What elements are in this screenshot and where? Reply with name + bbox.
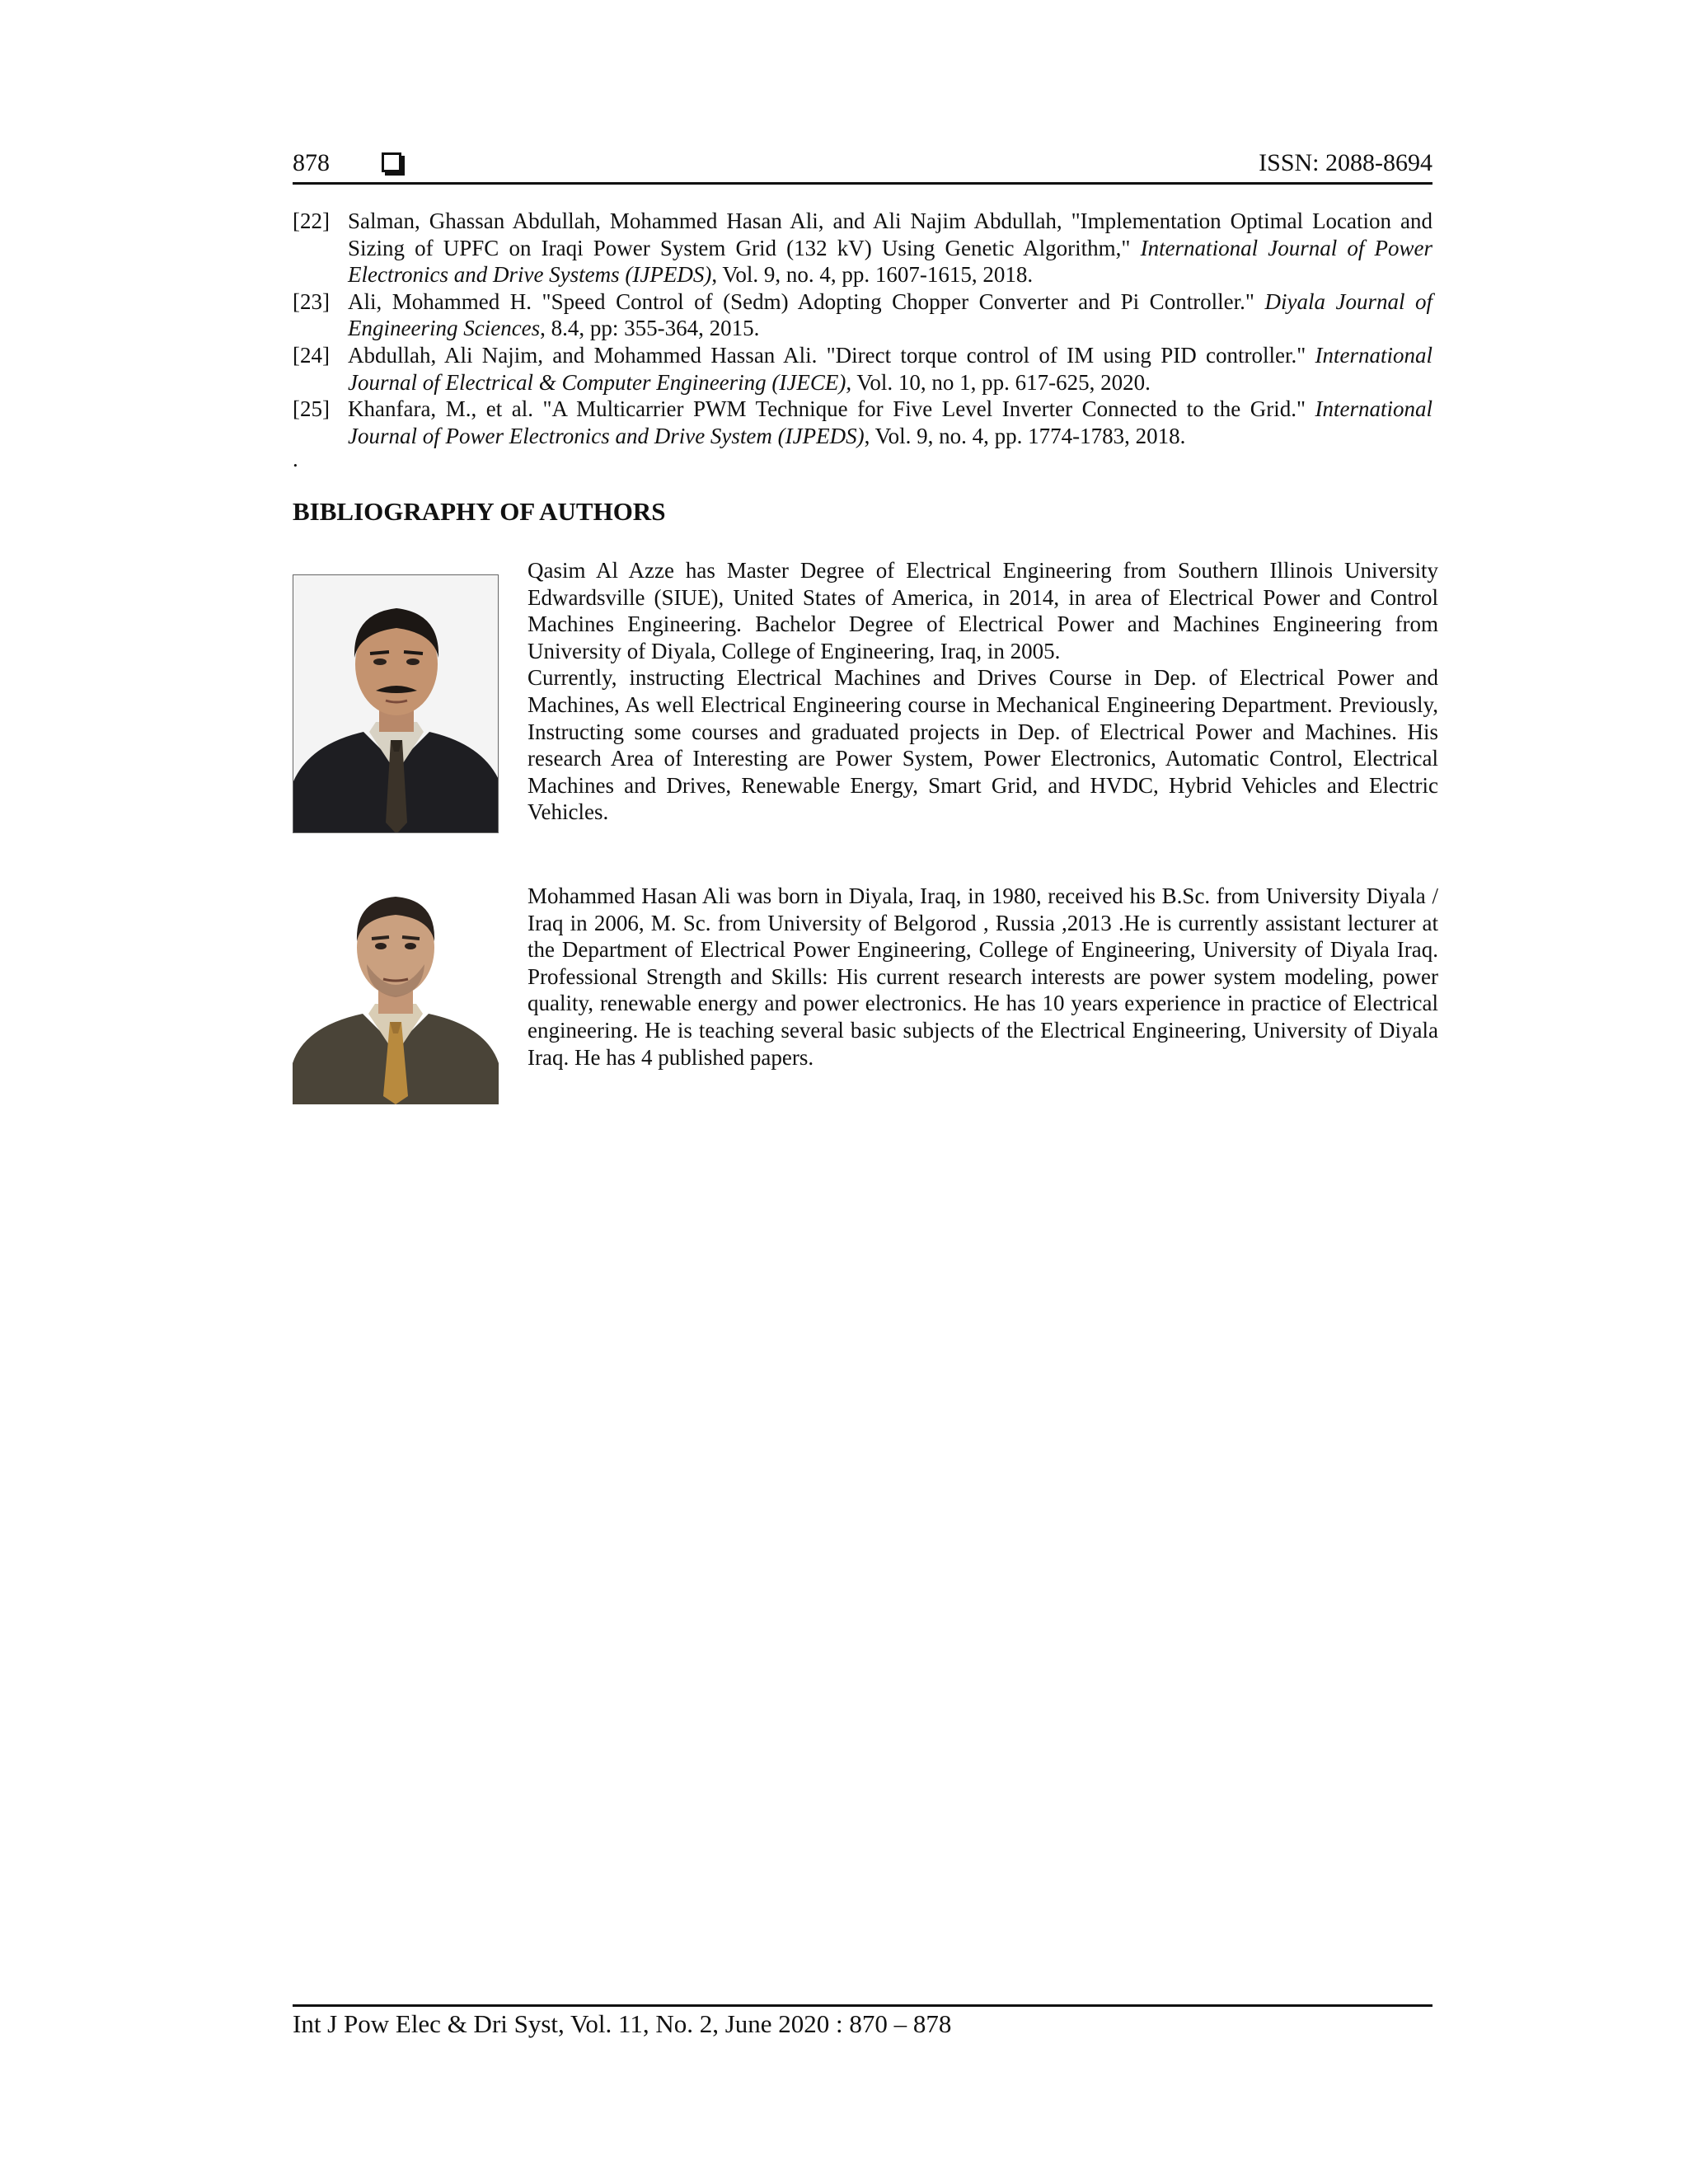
- reference-text: Salman, Ghassan Abdullah, Mohammed Hasan Ali, and Ali Najim Abdullah, "Implementation Optimal Location and Sizing of UPFC on Iraqi Power System Grid (132 kV) Using Genetic Algorithm,": [348, 209, 1432, 260]
- reference-details: , Vol. 9, no. 4, pp. 1607-1615, 2018.: [711, 262, 1034, 288]
- reference-item: [293, 396, 1432, 449]
- author-bio: [528, 883, 1438, 1071]
- reference-details: , 8.4, pp: 355-364, 2015.: [540, 316, 760, 341]
- reference-number: [23]: [293, 288, 330, 314]
- reference-journal: International Journal of Power Electronics and Drive System (IJPEDS): [348, 396, 1432, 448]
- author-bio: [528, 557, 1438, 826]
- stray-mark: .: [293, 447, 298, 471]
- reference-journal: Diyala Journal of Engineering Sciences: [348, 288, 1432, 341]
- bio-paragraph: Mohammed Hasan Ali was born in Diyala, Iraq, in 1980, received his B.Sc. from University Diyala / Iraq in 2006, M. Sc. from University of Belgorod , Russia ,2013 .He is currently assistant lecturer at the Department of Electrical Power Engineering, College of Engineering, University of Diyala Iraq. Professional Strength and Skills: His current research interests are power system modeling, power quality, renewable energy and power electronics. He has 10 years experience in practice of Electrical engineering. He is teaching several basic subjects of the Electrical Engineering, University of Diyala Iraq. He has 4 published papers.: [528, 883, 1438, 1070]
- reference-text: Khanfara, M., et al. "A Multicarrier PWM Technique for Five Level Inverter Connected to the Grid.": [348, 396, 1315, 422]
- reference-item: [293, 288, 1432, 342]
- reference-number: [22]: [293, 209, 330, 233]
- reference-details: Vol. 10, no 1, pp. 617-625, 2020.: [851, 369, 1151, 395]
- author-photo: [293, 882, 499, 1104]
- reference-number: [25]: [293, 396, 330, 422]
- bio-paragraph: Qasim Al Azze has Master Degree of Electrical Engineering from Southern Illinois University Edwardsville (SIUE), United States of America, in 2014, in area of Electrical Power and Control Machines Engineering. Bachelor Degree of Electrical Power and Machines Engineering from University of Diyala, College of Engineering, Iraq, in 2005.: [528, 558, 1438, 663]
- header-rule: [293, 182, 1432, 185]
- reference-journal: International Journal of Electrical & Computer Engineering (IJECE),: [348, 342, 1432, 395]
- section-title: BIBLIOGRAPHY OF AUTHORS: [293, 497, 666, 526]
- reference-text: Ali, Mohammed H. "Speed Control of (Sedm) Adopting Chopper Converter and Pi Controller.": [348, 288, 1265, 314]
- reference-list: [293, 208, 1432, 449]
- reference-number: [24]: [293, 342, 330, 368]
- reference-details: , Vol. 9, no. 4, pp. 1774-1783, 2018.: [864, 423, 1186, 448]
- page-header: [293, 147, 1432, 183]
- issn-label: ISSN: 2088-8694: [1259, 149, 1432, 176]
- footer-citation: Int J Pow Elec & Dri Syst, Vol. 11, No. 2, June 2020 : 870 – 878: [293, 2009, 952, 2038]
- author-portrait-icon: [293, 882, 499, 1104]
- footer-rule: [293, 2004, 1432, 2007]
- reference-text: Abdullah, Ali Najim, and Mohammed Hassan Ali. "Direct torque control of IM using PID controller.": [348, 342, 1315, 368]
- reference-item: [293, 208, 1432, 288]
- reference-item: [293, 342, 1432, 396]
- author-portrait-icon: [293, 575, 499, 833]
- author-photo: [293, 574, 499, 833]
- page-number: 878: [293, 149, 330, 176]
- reference-journal: International Journal of Power Electronics and Drive Systems (IJPEDS): [348, 235, 1432, 288]
- square-bullet-icon: [382, 152, 401, 172]
- bio-paragraph: Currently, instructing Electrical Machines and Drives Course in Dep. of Electrical Power and Machines, As well Electrical Engineering course in Mechanical Engineering Department. Previously, Instructing some courses and graduated projects in Dep. of Electrical Power and Machines. His research Area of Interesting are Power System, Power Electronics, Automatic Control, Electrical Machines and Drives, Renewable Energy, Smart Grid, and HVDC, Hybrid Vehicles and Electric Vehicles.: [528, 665, 1438, 825]
